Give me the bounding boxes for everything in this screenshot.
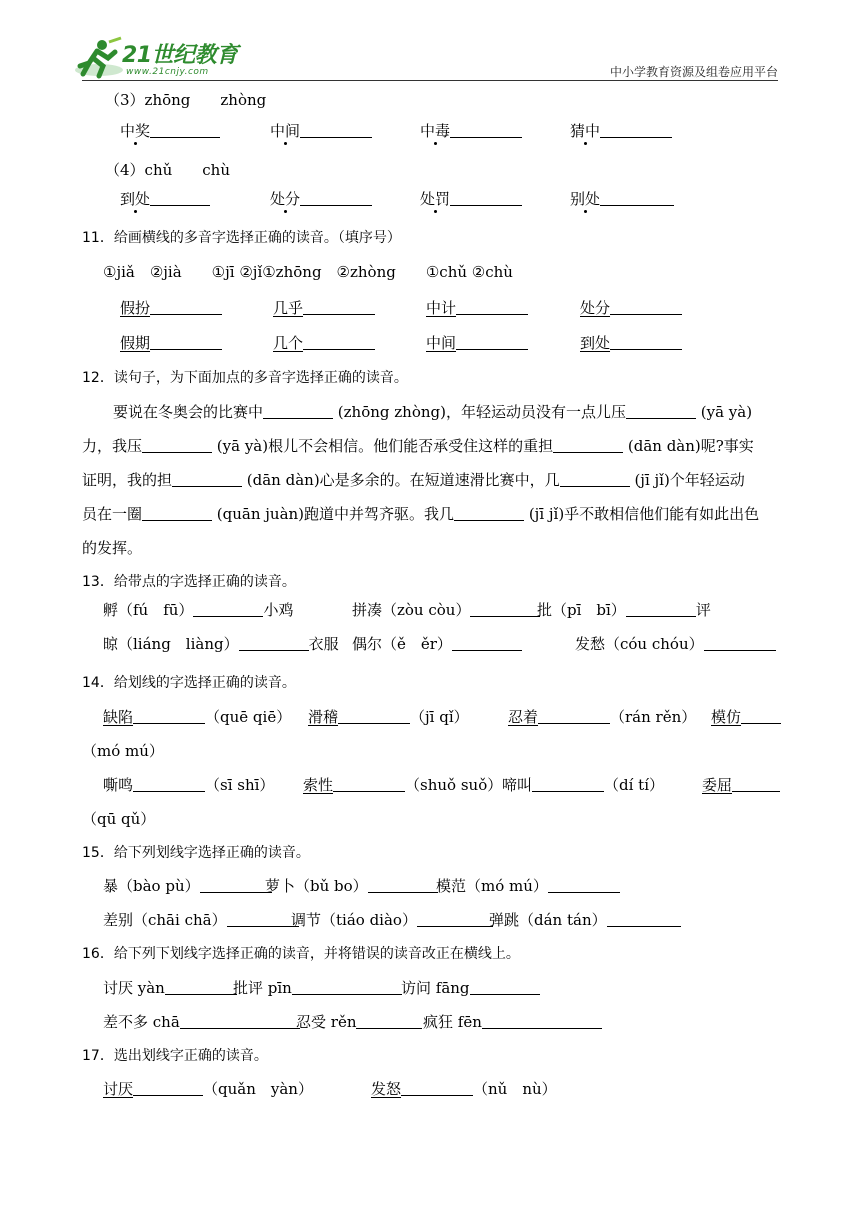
word-with-pinyin: 弹跳（dán tán） <box>489 911 607 929</box>
q10-3-item <box>120 121 220 141</box>
answer-blank[interactable] <box>150 122 220 138</box>
word-with-pinyin: 批评 pīn <box>233 979 292 997</box>
q12-line: 的发挥。 <box>82 539 143 557</box>
answer-blank[interactable] <box>452 635 522 651</box>
q17-title: 17．选出划线字正确的读音。 <box>82 1048 268 1064</box>
word: 嘶鸣 <box>103 776 134 794</box>
q10-4-label: （4）chǔ chù <box>105 161 230 179</box>
underlined-word: 假扮 <box>120 299 151 317</box>
answer-blank[interactable] <box>263 403 333 419</box>
answer-blank[interactable] <box>553 437 623 453</box>
pinyin-choice: （quē qiē） <box>205 708 292 726</box>
underlined-word: 到处 <box>580 334 611 352</box>
answer-blank[interactable] <box>450 190 522 206</box>
word-with-pinyin: 差别（chāi chā） <box>103 911 227 929</box>
pinyin-choice: （qū qǔ） <box>82 810 156 828</box>
q12-line: 要说在冬奥会的比赛中 (zhōng zhòng)，年轻运动员没有一点儿压 (yā yà) <box>113 403 753 421</box>
word: 啼叫 <box>502 776 533 794</box>
pinyin-choice: （jī qǐ） <box>410 708 469 726</box>
dotted-word: 到处 <box>120 190 151 208</box>
word-with-pinyin: 模范（mó mú） <box>436 877 548 895</box>
logo-text: 21世纪教育 <box>122 43 238 68</box>
answer-blank[interactable] <box>133 776 205 792</box>
word-with-pinyin: 疯狂 fēn <box>423 1013 482 1031</box>
answer-blank[interactable] <box>300 190 372 206</box>
answer-blank[interactable] <box>303 299 375 315</box>
q13-item: 批（pī bī） 评 <box>537 601 711 619</box>
word-with-pinyin: 忍受 rěn <box>296 1013 357 1031</box>
answer-blank[interactable] <box>193 601 263 617</box>
answer-blank[interactable] <box>200 877 272 893</box>
answer-blank[interactable] <box>133 708 205 724</box>
answer-blank[interactable] <box>150 299 222 315</box>
answer-blank[interactable] <box>356 1013 422 1029</box>
word-with-pinyin: 讨厌 yàn <box>103 979 165 997</box>
pinyin-choice: （shuǒ suǒ） <box>405 776 503 794</box>
answer-blank[interactable] <box>150 334 222 350</box>
answer-blank[interactable] <box>470 601 540 617</box>
site-slogan: 中小学教育资源及组卷应用平台 <box>609 65 778 79</box>
answer-blank[interactable] <box>417 911 493 927</box>
pinyin-choice: （quǎn yàn） <box>203 1080 313 1098</box>
answer-blank[interactable] <box>180 1013 300 1029</box>
q12-title: 12．读句子，为下面加点的多音字选择正确的读音。 <box>82 370 408 386</box>
answer-blank[interactable] <box>456 299 528 315</box>
answer-blank[interactable] <box>548 877 620 893</box>
q13-item: 孵（fú fū） 小鸡 <box>103 601 294 619</box>
underlined-word: 讨厌 <box>103 1080 134 1098</box>
q12-line: 员在一圈 (quān juàn)跑道中并驾齐驱。我几 (jī jǐ)乎不敢相信他们能有如此出色 <box>82 505 760 523</box>
q10-4-item <box>420 189 522 209</box>
answer-blank[interactable] <box>333 776 405 792</box>
underlined-word: 中计 <box>426 299 457 317</box>
header-divider <box>82 80 778 81</box>
underlined-word: 忍着 <box>508 708 539 726</box>
answer-blank[interactable] <box>456 334 528 350</box>
answer-blank[interactable] <box>532 776 604 792</box>
answer-blank[interactable] <box>600 190 674 206</box>
q10-3-item <box>570 121 672 141</box>
q10-4-item <box>570 189 674 209</box>
q13-title: 13．给带点的字选择正确的读音。 <box>82 574 296 590</box>
underlined-word: 缺陷 <box>103 708 134 726</box>
logo-url: www.21cnjy.com <box>126 67 209 77</box>
q10-3-label: （3）zhōng zhòng <box>105 91 267 109</box>
underlined-word: 滑稽 <box>308 708 339 726</box>
dotted-word: 中奖 <box>120 122 151 140</box>
q11-title: 11．给画横线的多音字选择正确的读音。（填序号） <box>82 230 401 246</box>
answer-blank[interactable] <box>165 979 237 995</box>
answer-blank[interactable] <box>610 299 682 315</box>
underlined-word: 处分 <box>580 299 611 317</box>
answer-blank[interactable] <box>732 776 780 792</box>
dotted-word: 中毒 <box>420 122 451 140</box>
q13-item: 拼凑（zòu còu） <box>352 600 540 620</box>
dotted-word: 别处 <box>570 190 601 208</box>
q10-3-item <box>270 121 372 141</box>
answer-blank[interactable] <box>142 437 212 453</box>
answer-blank[interactable] <box>150 190 210 206</box>
underlined-word: 模仿 <box>711 708 742 726</box>
underlined-word: 索性 <box>303 776 334 794</box>
word-with-pinyin: 访问 fāng <box>401 979 470 997</box>
pinyin-choice: （mó mú） <box>82 742 164 760</box>
underlined-word: 假期 <box>120 334 151 352</box>
answer-blank[interactable] <box>704 635 776 651</box>
underlined-word: 几乎 <box>273 299 304 317</box>
answer-blank[interactable] <box>482 1013 602 1029</box>
answer-blank[interactable] <box>227 911 299 927</box>
answer-blank[interactable] <box>626 601 696 617</box>
word-with-pinyin: 调节（tiáo diào） <box>291 911 417 929</box>
answer-blank[interactable] <box>470 979 540 995</box>
answer-blank[interactable] <box>133 1080 203 1096</box>
answer-blank[interactable] <box>741 708 781 724</box>
answer-blank[interactable] <box>600 122 672 138</box>
q12-line: 证明，我的担 (dān dàn)心是多余的。在短道速滑比赛中，几 (jī jǐ)个年轻运动 <box>82 471 745 489</box>
answer-blank[interactable] <box>300 122 372 138</box>
q12-line: 力，我压 (yā yà)根儿不会相信。他们能否承受住这样的重担 (dān dàn)呢?事实 <box>82 437 754 455</box>
underlined-word: 中间 <box>426 334 457 352</box>
q10-4-item <box>120 189 210 209</box>
dotted-word: 处罚 <box>420 190 451 208</box>
dotted-word: 猜中 <box>570 122 601 140</box>
word-with-pinyin: 差不多 chā <box>103 1013 180 1031</box>
answer-blank[interactable] <box>610 334 682 350</box>
q13-item: 晾（liáng liàng） 衣服 <box>103 635 339 653</box>
q16-title: 16．给下列下划线字选择正确的读音，并将错误的读音改正在横线上。 <box>82 946 520 962</box>
answer-blank[interactable] <box>239 635 309 651</box>
pinyin-choice: （rán rěn） <box>610 708 697 726</box>
word-with-pinyin: 萝卜（bǔ bo） <box>265 877 368 895</box>
q14-title: 14．给划线的字选择正确的读音。 <box>82 675 296 691</box>
dotted-word: 中间 <box>270 122 301 140</box>
q13-item: 发愁（cóu chóu） <box>575 634 776 654</box>
answer-blank[interactable] <box>450 122 522 138</box>
answer-blank[interactable] <box>454 505 524 521</box>
underlined-word: 发怒 <box>371 1080 402 1098</box>
answer-blank[interactable] <box>560 471 630 487</box>
q15-title: 15．给下列划线字选择正确的读音。 <box>82 845 310 861</box>
q13-item: 偶尔（ě ěr） <box>352 634 522 654</box>
dotted-word: 处分 <box>270 190 301 208</box>
underlined-word: 委屈 <box>702 776 733 794</box>
answer-blank[interactable] <box>338 708 410 724</box>
q10-3-item <box>420 121 522 141</box>
answer-blank[interactable] <box>292 979 402 995</box>
q10-4-item <box>270 189 372 209</box>
underlined-word: 几个 <box>273 334 304 352</box>
answer-blank[interactable] <box>538 708 610 724</box>
answer-blank[interactable] <box>172 471 242 487</box>
pinyin-choice: （nǔ nù） <box>473 1080 557 1098</box>
pinyin-choice: （sī shī） <box>205 776 275 794</box>
answer-blank[interactable] <box>368 877 438 893</box>
pinyin-choice: （dí tí） <box>604 776 665 794</box>
answer-blank[interactable] <box>607 911 681 927</box>
answer-blank[interactable] <box>626 403 696 419</box>
q11-options: ①jiǎ ②jià ①jī ②jǐ①zhōng ②zhòng ①chǔ ②chù <box>103 263 513 281</box>
answer-blank[interactable] <box>303 334 375 350</box>
answer-blank[interactable] <box>142 505 212 521</box>
answer-blank[interactable] <box>401 1080 473 1096</box>
word-with-pinyin: 暴（bào pù） <box>103 877 200 895</box>
